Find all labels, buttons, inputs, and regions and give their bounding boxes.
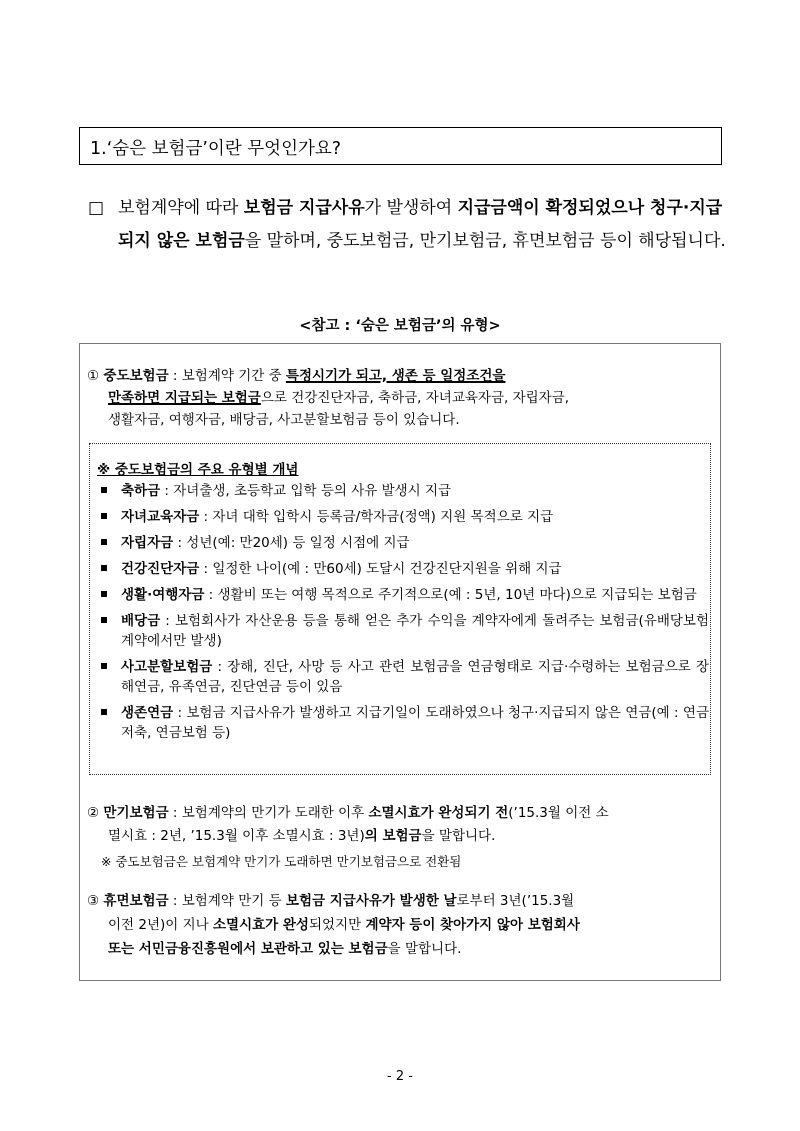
checkbox-bullet-icon: □ bbox=[88, 198, 105, 218]
section-title: 1.‘숨은 보험금’이란 무엇인가요? bbox=[90, 139, 342, 159]
list-item: 건강진단자금 : 일정한 나이(예 : 만60세) 도달시 건강진단지원을 위해 지급 bbox=[97, 559, 709, 579]
square-bullet-icon bbox=[101, 617, 107, 623]
list-item: 축하금 : 자녀출생, 초등학교 입학 등의 사유 발생시 지급 bbox=[97, 481, 709, 501]
list-item: 배당금 : 보험회사가 자산운용 등을 통해 얻은 추가 수익을 계약자에게 돌려주는 보험금(유배당보험 계약에서만 발생) bbox=[97, 611, 709, 651]
section-title-box bbox=[79, 127, 722, 165]
reference-caption: <참고 : ‘숨은 보험금’의 유형> bbox=[299, 318, 501, 334]
square-bullet-icon bbox=[101, 513, 107, 519]
section-interim-insurance: ① 중도보험금 : 보험계약 기간 중 특정시기가 되고, 생존 등 일정조건을 만족하면 지급되는 보험금으로 건강진단자금, 축하금, 자녀교육자금, 자립자금, 생활자금, 여행자금, 배당금, 사고분할보험금 등이 있습니다. bbox=[87, 368, 570, 428]
intro-paragraph: □ 보험계약에 따라 보험금 지급사유가 발생하여 지급금액이 확정되었으나 청구·지급되지 않은 보험금을 말하며, 중도보험금, 만기보험금, 휴면보험금 등이 해당됩니다. bbox=[88, 192, 728, 258]
list-item: 사고분할보험금 : 장해, 진단, 사망 등 사고 관련 보험금을 연금형태로 지급·수령하는 보험금으로 장해연금, 유족연금, 진단연금 등이 있음 bbox=[97, 657, 709, 697]
square-bullet-icon bbox=[101, 487, 107, 493]
square-bullet-icon bbox=[101, 709, 107, 715]
square-bullet-icon bbox=[101, 565, 107, 571]
maturity-note: ※ 중도보험금은 보험계약 만기가 도래하면 만기보험금으로 전환됨 bbox=[101, 854, 462, 869]
list-item: 생활·여행자금 : 생활비 또는 여행 목적으로 주기적으로(예 : 5년, 10년 마다)으로 지급되는 보험금 bbox=[97, 585, 709, 605]
page-number: - 2 - bbox=[387, 1069, 413, 1084]
square-bullet-icon bbox=[101, 591, 107, 597]
square-bullet-icon bbox=[101, 663, 107, 669]
types-list bbox=[97, 481, 709, 749]
square-bullet-icon bbox=[101, 539, 107, 545]
list-item: 자립자금 : 성년(예: 만20세) 등 일정 시점에 지급 bbox=[97, 533, 709, 553]
list-item: 자녀교육자금 : 자녀 대학 입학시 등록금/학자금(정액) 지원 목적으로 지급 bbox=[97, 507, 709, 527]
section-dormant-insurance: ③ 휴면보험금 : 보험계약 만기 등 보험금 지급사유가 발생한 날로부터 3년(’15.3월 이전 2년)이 지나 소멸시효가 완성되었지만 계약자 등이 찾아가지 않아 보험회사 또는 서민금융진흥원에서 보관하고 있는 보험금을 말합니다. bbox=[87, 893, 580, 957]
section-maturity-insurance: ② 만기보험금 : 보험계약의 만기가 도래한 이후 소멸시효가 완성되기 전(’15.3월 이전 소 멸시효 : 2년, ’15.3월 이후 소멸시효 : 3년)의 보험금을 말합니다. bbox=[87, 805, 609, 844]
list-item: 생존연금 : 보험금 지급사유가 발생하고 지급기일이 도래하였으나 청구·지급되지 않은 연금(예 : 연금저축, 연금보험 등) bbox=[97, 703, 709, 743]
types-note-heading: ※ 중도보험금의 주요 유형별 개념 bbox=[97, 462, 299, 478]
